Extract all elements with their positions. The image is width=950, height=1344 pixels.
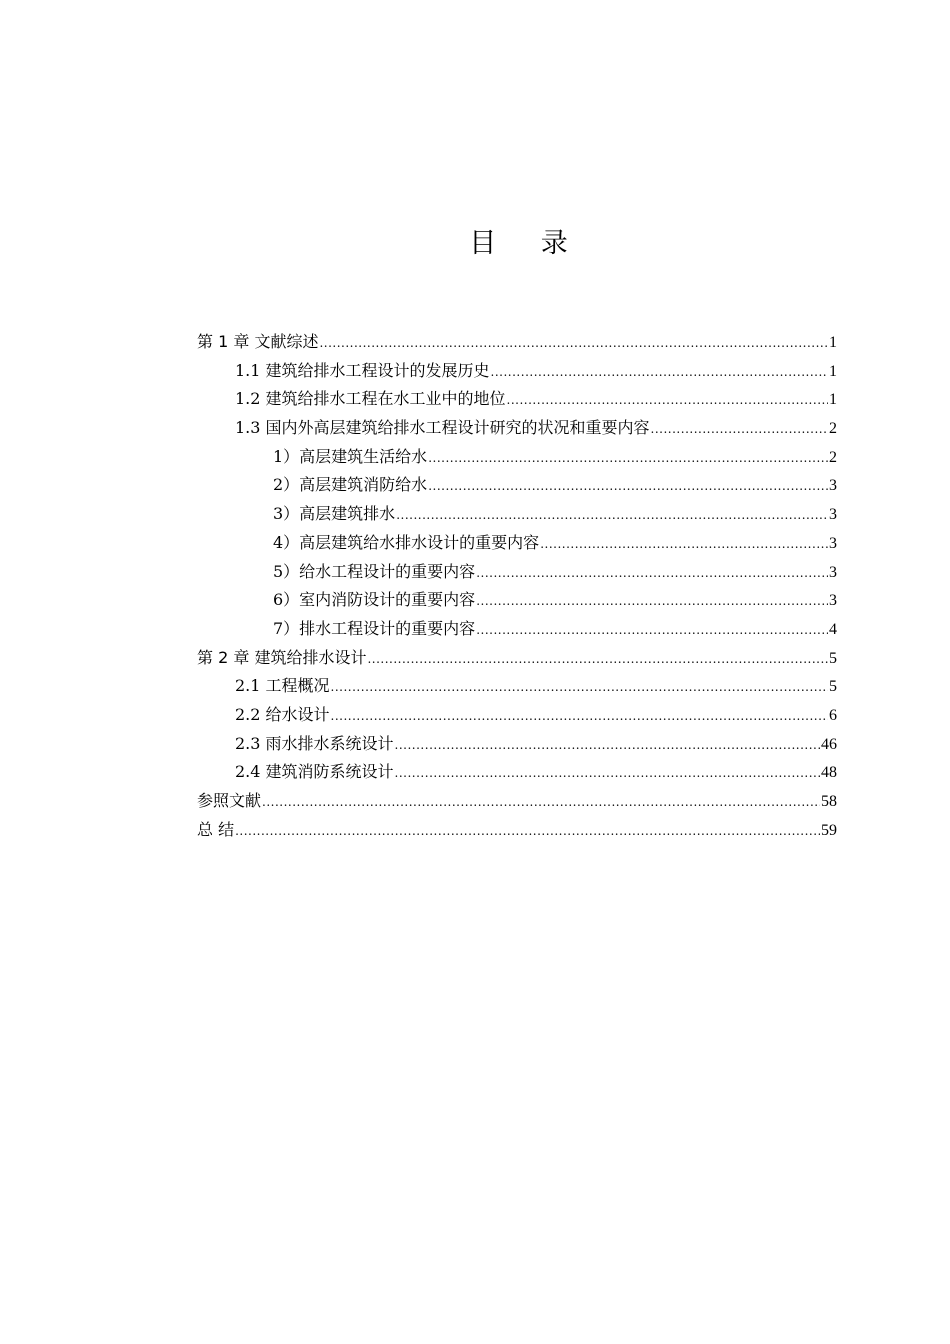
toc-entry-label: 7）排水工程设计的重要内容 [273,618,476,638]
toc-title: 目 录 [469,228,586,259]
dot-leader [476,559,828,588]
toc-entry-1-3-7 [197,615,837,644]
toc-entry-1-3-2 [197,471,837,500]
dot-leader [367,645,828,674]
toc-entry-2-4 [197,758,837,787]
dot-leader [540,530,828,559]
toc-entry-2-2 [197,701,837,730]
toc-page-number: 59 [821,821,837,839]
dot-leader [396,501,828,530]
toc-entry-label: 1.3 国内外高层建筑给排水工程设计研究的状况和重要内容 [235,418,650,438]
dot-leader [476,616,828,645]
toc-entry-label: 1）高层建筑生活给水 [273,446,428,466]
toc-entry-label: 4）高层建筑给水排水设计的重要内容 [273,532,540,552]
toc-entry-label: 2.4 建筑消防系统设计 [235,762,394,782]
toc-entry-1-1 [197,357,837,386]
dot-leader [651,415,828,444]
toc-entry-label: 2.1 工程概况 [235,676,330,696]
toc-page-number: 3 [829,534,837,552]
toc-page-number: 3 [829,592,837,610]
toc-entry-label: 2.2 给水设计 [235,704,330,724]
toc-entry-label: 2.3 雨水排水系统设计 [235,733,394,753]
toc-entry-1-3-4 [197,529,837,558]
toc-page-number: 2 [829,448,837,466]
dot-leader [331,702,828,731]
toc-entry-2-3 [197,730,837,759]
toc-page-number: 1 [829,362,837,380]
toc-page-number: 5 [829,649,837,667]
toc-page-number: 46 [821,735,837,753]
toc-entry-1-3-5 [197,558,837,587]
dot-leader [331,673,828,702]
toc-entry-label: 第 2 章 建筑给排水设计 [197,647,367,667]
toc-entry-label: 总 结 [197,819,235,839]
dot-leader [395,731,820,760]
toc-page-number: 4 [829,620,837,638]
toc-entry-chapter-1 [197,328,837,357]
table-of-contents [197,328,837,844]
dot-leader [262,788,820,817]
toc-entry-label: 2）高层建筑消防给水 [273,475,428,495]
dot-leader [476,587,828,616]
toc-entry-references [197,787,837,816]
dot-leader [428,472,828,501]
toc-page-number: 3 [829,477,837,495]
toc-page-number: 48 [821,764,837,782]
toc-entry-chapter-2 [197,644,837,673]
toc-page-number: 58 [821,793,837,810]
toc-entry-2-1 [197,672,837,701]
toc-page-number: 3 [829,563,837,581]
toc-entry-1-3-6 [197,586,837,615]
toc-page-number: 3 [829,506,837,524]
dot-leader [319,329,828,358]
toc-entry-1-3-1 [197,443,837,472]
toc-entry-1-3-3 [197,500,837,529]
toc-entry-1-2 [197,385,837,414]
dot-leader [235,817,820,846]
toc-entry-1-3 [197,414,837,443]
toc-entry-summary [197,816,837,845]
dot-leader [507,386,828,415]
toc-page-number: 5 [829,678,837,696]
toc-entry-label: 1.1 建筑给排水工程设计的发展历史 [235,360,490,380]
toc-entry-label: 5）给水工程设计的重要内容 [273,561,476,581]
toc-entry-label: 参照文献 [197,791,262,810]
toc-entry-label: 第 1 章 文献综述 [197,332,319,351]
dot-leader [428,444,828,473]
toc-page-number: 2 [829,420,837,438]
toc-entry-label: 1.2 建筑给排水工程在水工业中的地位 [235,389,506,409]
toc-entry-label: 3）高层建筑排水 [273,504,396,524]
dot-leader [491,358,828,387]
toc-page-number: 1 [829,391,837,409]
toc-entry-label: 6）室内消防设计的重要内容 [273,590,476,610]
toc-page-number: 1 [829,334,837,351]
toc-page-number: 6 [829,706,837,724]
dot-leader [395,759,820,788]
